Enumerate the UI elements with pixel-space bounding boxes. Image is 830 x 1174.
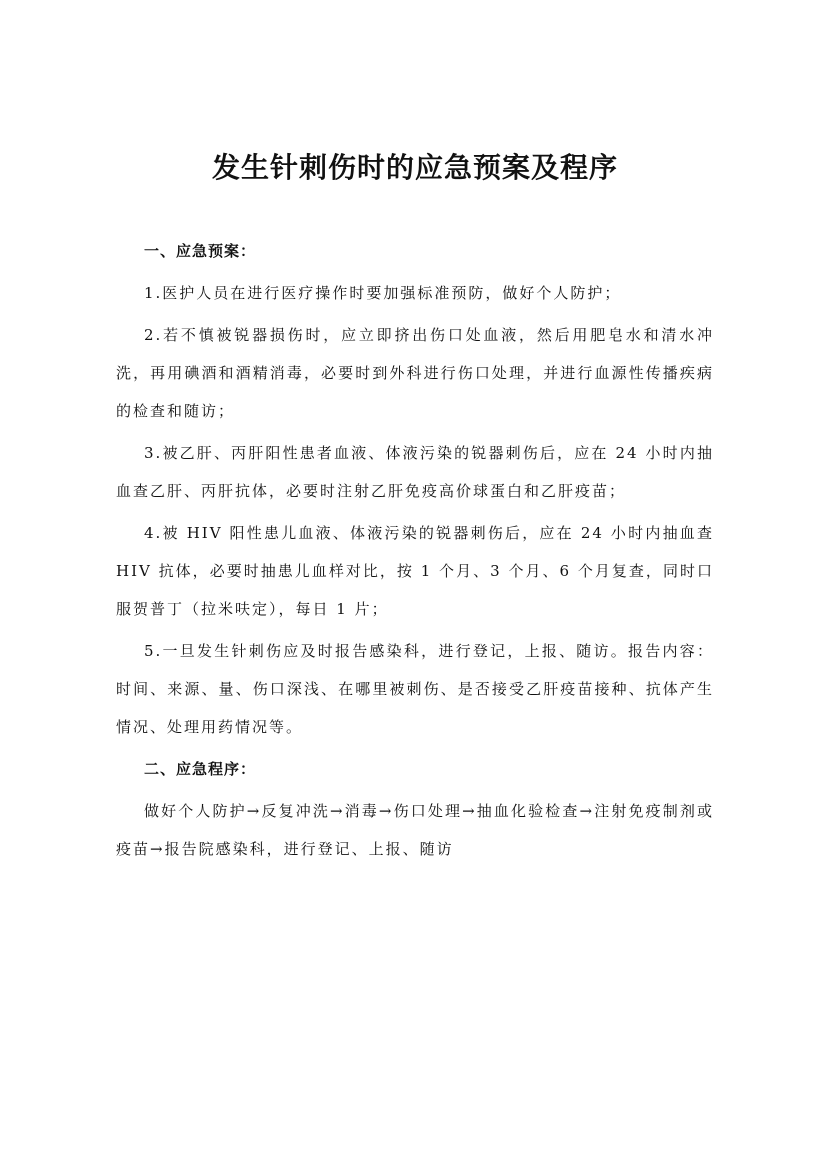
plan-item-5: 5.一旦发生针刺伤应及时报告感染科，进行登记，上报、随访。报告内容：时间、来源、量、伤口深浅、在哪里被刺伤、是否接受乙肝疫苗接种、抗体产生情况、处理用药情况等。 — [116, 642, 714, 736]
procedure-text: 做好个人防护→反复冲洗→消毒→伤口处理→抽血化验检查→注射免疫制剂或疫苗→报告院感染科，进行登记、上报、随访 — [116, 802, 714, 858]
plan-item-3: 3.被乙肝、丙肝阳性患者血液、体液污染的锐器刺伤后，应在 24 小时内抽血查乙肝、丙肝抗体，必要时注射乙肝免疫高价球蛋白和乙肝疫苗； — [116, 444, 714, 500]
plan-item-2: 2.若不慎被锐器损伤时，应立即挤出伤口处血液，然后用肥皂水和清水冲洗，再用碘酒和酒精消毒，必要时到外科进行伤口处理，并进行血源性传播疾病的检查和随访； — [116, 326, 714, 420]
plan-item-4: 4.被 HIV 阳性患儿血液、体液污染的锐器刺伤后，应在 24 小时内抽血查 HIV 抗体，必要时抽患儿血样对比，按 1 个月、3 个月、6 个月复查，同时口服贺普丁（拉米呋定），每日 1 片； — [116, 524, 714, 618]
document-body — [116, 232, 714, 872]
plan-item-1: 1.医护人员在进行医疗操作时要加强标准预防，做好个人防护； — [144, 284, 622, 302]
section-heading-emergency-procedure: 二、应急程序： — [144, 760, 257, 778]
section-heading-emergency-plan: 一、应急预案： — [144, 242, 257, 260]
document-title: 发生针刺伤时的应急预案及程序 — [211, 151, 618, 184]
